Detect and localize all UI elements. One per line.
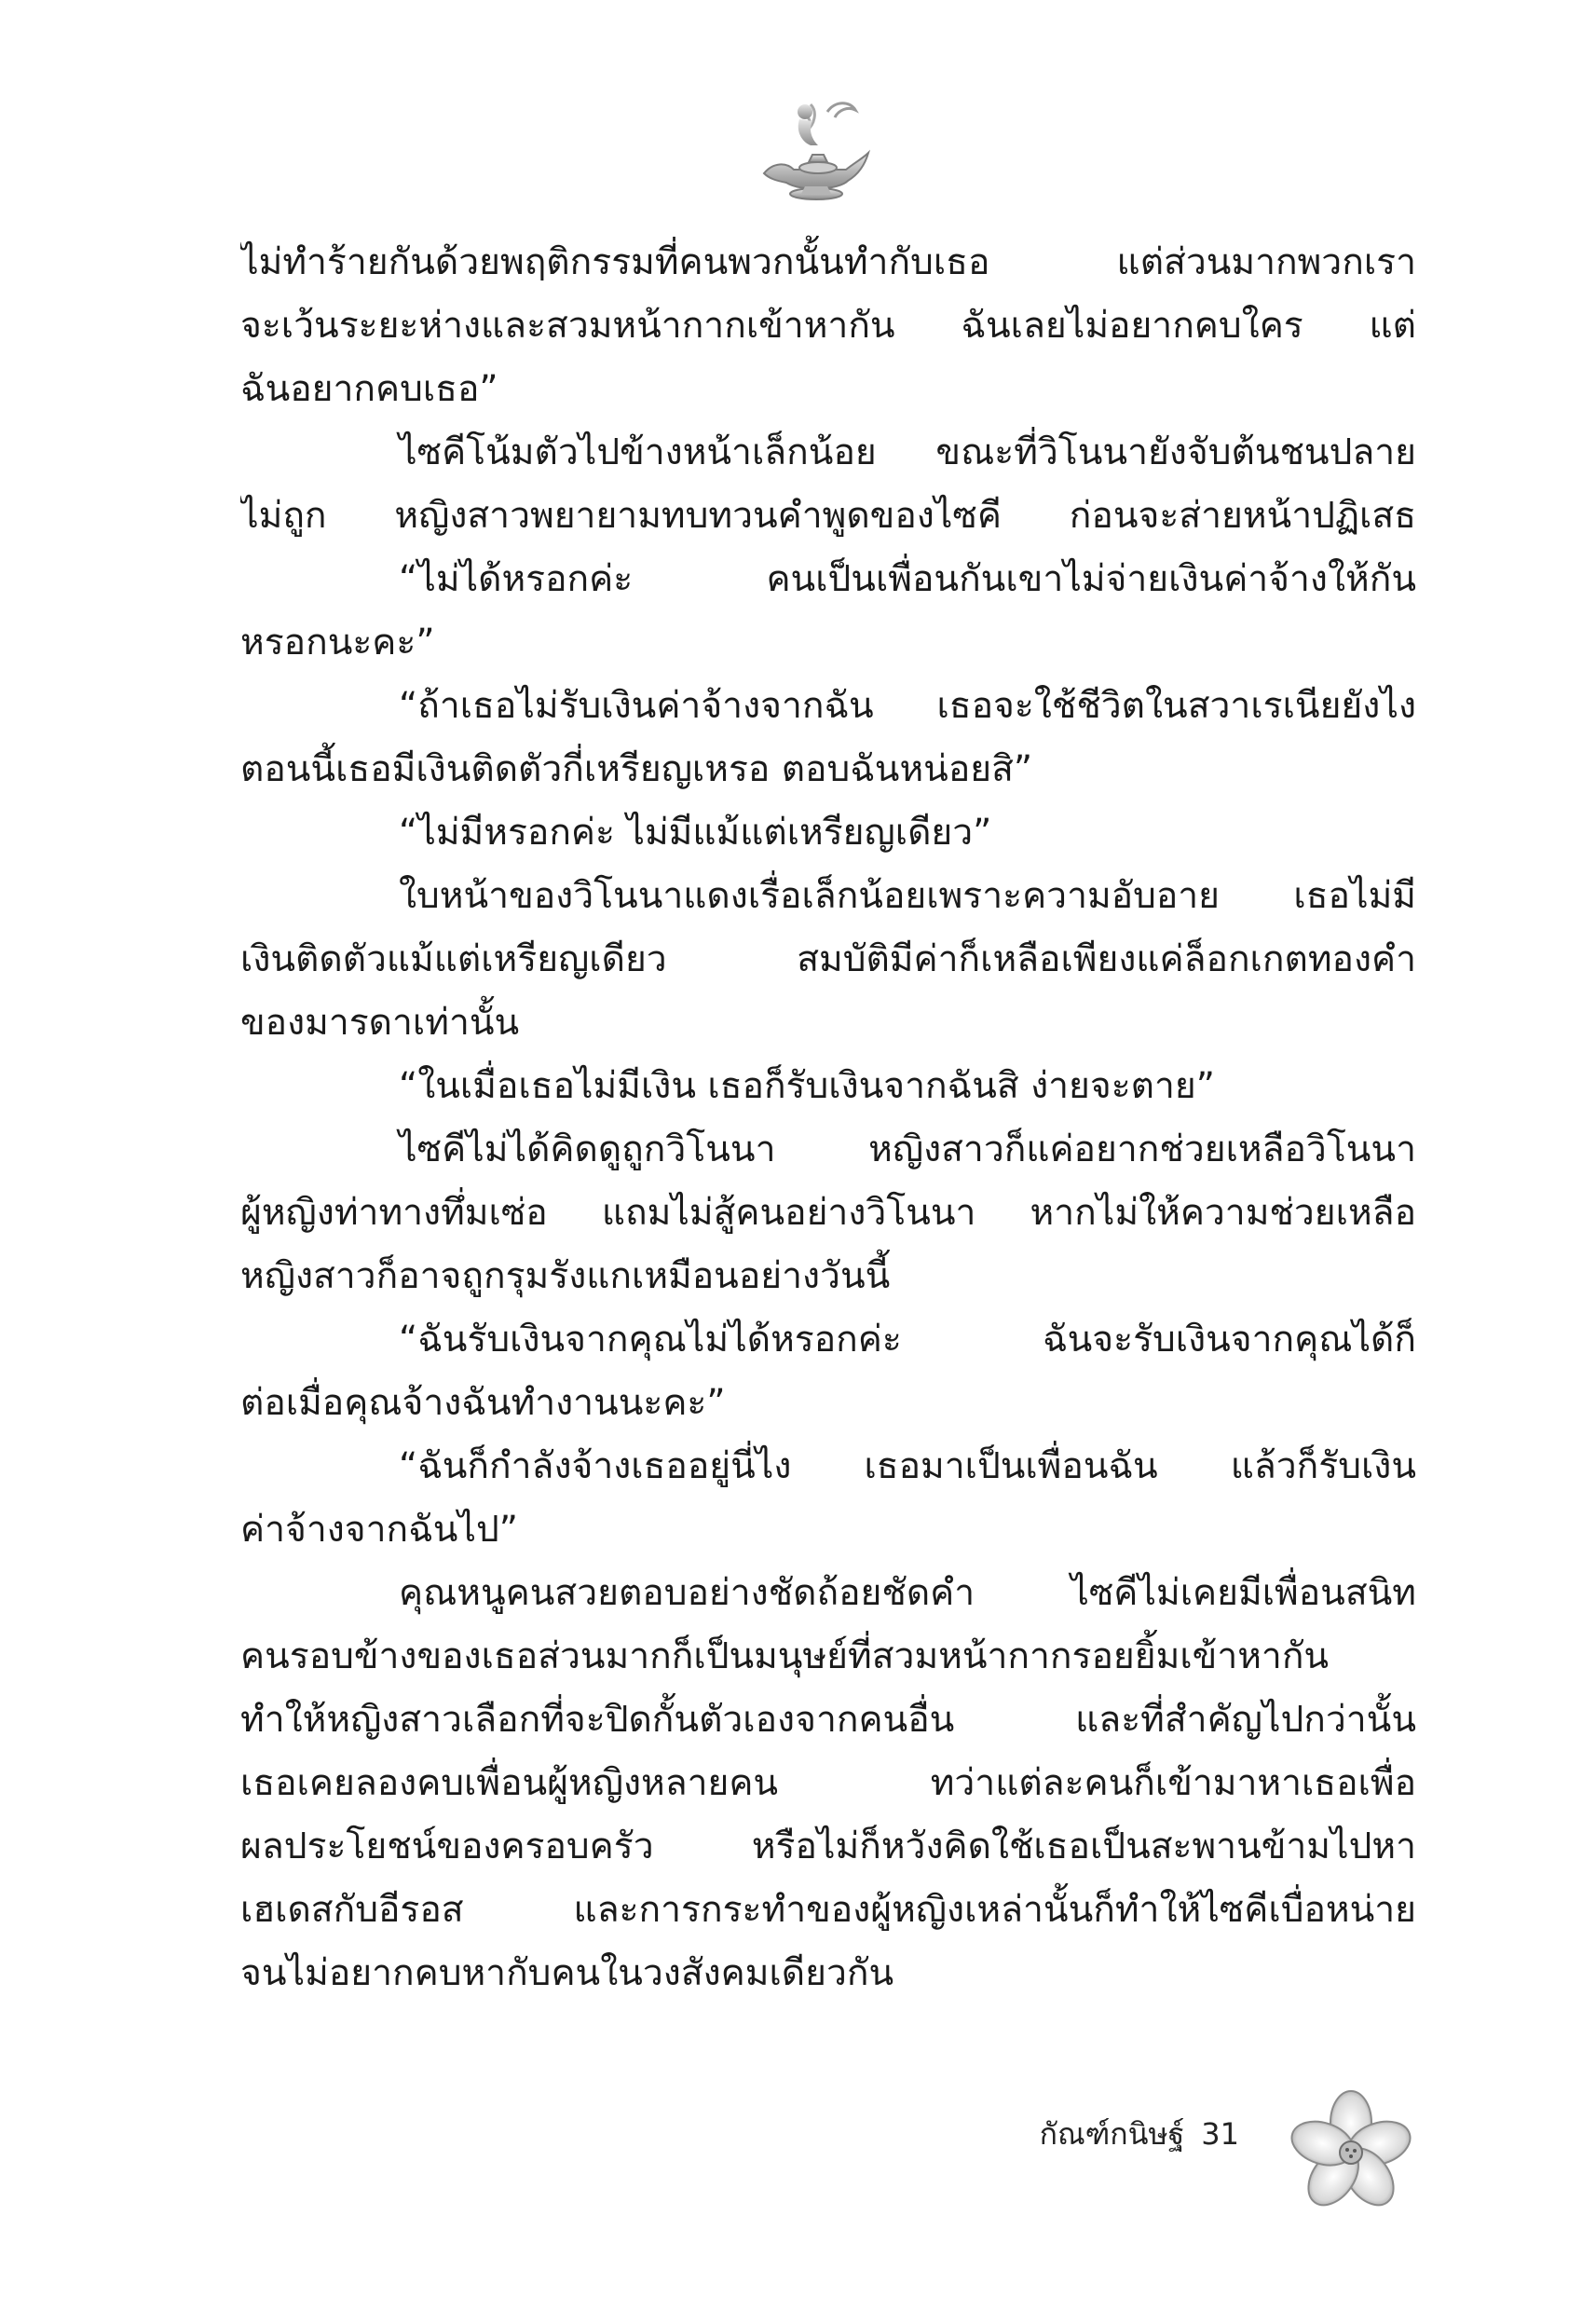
text-line: ค่าจ้างจากฉันไป” — [240, 1509, 518, 1551]
page-footer — [1025, 2087, 1416, 2199]
text-line: ต่อเมื่อคุณจ้างฉันทำงานนะคะ” — [240, 1382, 726, 1424]
page-number: 31 — [1201, 2116, 1239, 2152]
text-line: “ไม่ได้หรอกค่ะ คนเป็นเพื่อนกันเขาไม่จ่ายเงินค่าจ้างให้กัน — [399, 558, 1416, 600]
flower-icon — [1286, 2087, 1416, 2218]
text-line: คนรอบข้างของเธอส่วนมากก็เป็นมนุษย์ที่สวมหน้ากากรอยยิ้มเข้าหากัน — [240, 1635, 1330, 1677]
text-line: ผลประโยชน์ของครอบครัว หรือไม่ก็หวังคิดใช้เธอเป็นสะพานข้ามไปหา — [240, 1826, 1416, 1867]
text-line: “ในเมื่อเธอไม่มีเงิน เธอก็รับเงินจากฉันสิ ง่ายจะตาย” — [399, 1065, 1215, 1107]
text-line: เงินติดตัวแม้แต่เหรียญเดียว สมบัติมีค่าก็เหลือเพียงแค่ล็อกเกตทองคำ — [240, 938, 1416, 980]
text-line: “ฉันรับเงินจากคุณไม่ได้หรอกค่ะ ฉันจะรับเงินจากคุณได้ก็ — [399, 1319, 1416, 1361]
text-line: ผู้หญิงท่าทางทึ่มเซ่อ แถมไม่สู้คนอย่างวิโนนา หากไม่ให้ความช่วยเหลือ — [240, 1192, 1416, 1234]
body-text — [240, 231, 1416, 2005]
text-line: เฮเดสกับอีรอส และการกระทำของผู้หญิงเหล่านั้นก็ทำให้ไซคีเบื่อหน่าย — [240, 1889, 1416, 1931]
text-line: “ถ้าเธอไม่รับเงินค่าจ้างจากฉัน เธอจะใช้ชีวิตในสวาเรเนียยังไง — [399, 685, 1416, 727]
genie-lamp-icon — [745, 84, 876, 214]
text-line: ไซคีไม่ได้คิดดูถูกวิโนนา หญิงสาวก็แค่อยากช่วยเหลือวิโนนา — [399, 1128, 1416, 1170]
text-line: ไม่ทำร้ายกันด้วยพฤติกรรมที่คนพวกนั้นทำกับเธอ แต่ส่วนมากพวกเรา — [240, 241, 1416, 283]
text-line: ไม่ถูก หญิงสาวพยายามทบทวนคำพูดของไซคี ก่อนจะส่ายหน้าปฏิเสธ — [240, 495, 1416, 537]
text-line: ตอนนี้เธอมีเงินติดตัวกี่เหรียญเหรอ ตอบฉันหน่อยสิ” — [240, 748, 1033, 790]
text-line: ทำให้หญิงสาวเลือกที่จะปิดกั้นตัวเองจากคนอื่น และที่สำคัญไปกว่านั้น — [240, 1699, 1416, 1741]
text-line: จะเว้นระยะห่างและสวมหน้ากากเข้าหากัน ฉันเลยไม่อยากคบใคร แต่ — [240, 305, 1416, 347]
text-line: จนไม่อยากคบหากับคนในวงสังคมเดียวกัน — [240, 1952, 894, 1994]
text-line: เธอเคยลองคบเพื่อนผู้หญิงหลายคน ทว่าแต่ละคนก็เข้ามาหาเธอเพื่อ — [240, 1762, 1416, 1804]
text-line: หญิงสาวก็อาจถูกรุมรังแกเหมือนอย่างวันนี้ — [240, 1255, 891, 1297]
text-line: หรอกนะคะ” — [240, 622, 435, 663]
text-line: คุณหนูคนสวยตอบอย่างชัดถ้อยชัดคำ ไซคีไม่เคยมีเพื่อนสนิท — [399, 1572, 1416, 1614]
text-line: ฉันอยากคบเธอ” — [240, 368, 498, 410]
footer-text — [1040, 2115, 1239, 2153]
text-line: ของมารดาเท่านั้น — [240, 1002, 520, 1044]
text-line: “ฉันก็กำลังจ้างเธออยู่นี่ไง เธอมาเป็นเพื่อนฉัน แล้วก็รับเงิน — [399, 1445, 1416, 1487]
text-line: “ไม่มีหรอกค่ะ ไม่มีแม้แต่เหรียญเดียว” — [399, 812, 992, 854]
text-line: ไซคีโน้มตัวไปข้างหน้าเล็กน้อย ขณะที่วิโนนายังจับต้นชนปลาย — [399, 431, 1416, 473]
book-title: กัณฑ์กนิษฐ์ — [1039, 2116, 1185, 2152]
text-line: ใบหน้าของวิโนนาแดงเรื่อเล็กน้อยเพราะความอับอาย เธอไม่มี — [399, 875, 1416, 917]
